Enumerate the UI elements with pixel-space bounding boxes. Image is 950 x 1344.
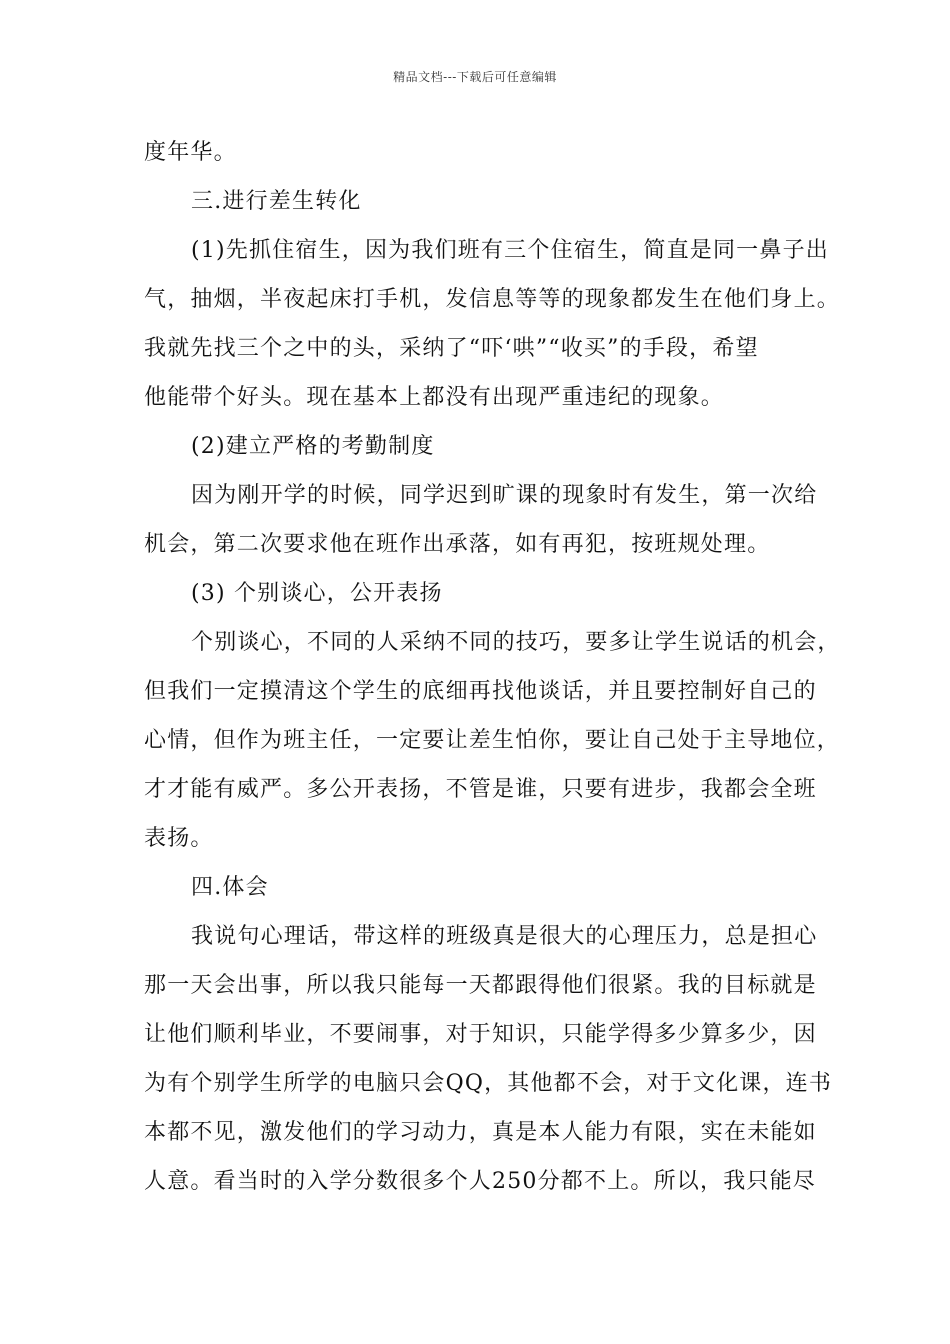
section-heading: 四.体会 xyxy=(191,875,269,900)
subsection-heading: (2)建立严格的考勤制度 xyxy=(191,434,435,459)
text-line: 机会，第二次要求他在班作出承落，如有再犯，按班规处理。 xyxy=(144,532,771,557)
text-line: 因为刚开学的时候，同学迟到旷课的现象时有发生，第一次给 xyxy=(191,483,818,508)
text-line: 本都不见，激发他们的学习动力，真是本人能力有限，实在未能如 xyxy=(144,1120,817,1145)
text-line: 我就先找三个之中的头，采纳了“吓‘哄”“收买”的手段，希望 xyxy=(144,336,759,361)
text-line: 让他们顺利毕业，不要闹事，对于知识，只能学得多少算多少，因 xyxy=(144,1022,817,1047)
document-body xyxy=(144,128,841,1206)
text-line: 为有个别学生所学的电脑只会QQ，其他都不会，对于文化课，连书 xyxy=(144,1071,833,1096)
text-line: 表扬。 xyxy=(144,826,214,851)
text-line: 我说句心理话，带这样的班级真是很大的心理压力，总是担心 xyxy=(191,924,818,949)
text-line: 个别谈心，不同的人采纳不同的技巧，要多让学生说话的机会， xyxy=(191,630,841,655)
text-line: 心情，但作为班主任，一定要让差生怕你，要让自己处于主导地位， xyxy=(144,728,841,753)
page-header: 精品文档---下载后可任意编辑 xyxy=(393,70,557,84)
text-line: 气，抽烟，半夜起床打手机，发信息等等的现象都发生在他们身上。 xyxy=(144,287,841,312)
text-line: 人意。看当时的入学分数很多个人250分都不上。所以，我只能尽 xyxy=(144,1169,816,1194)
text-line: (1)先抓住宿生，因为我们班有三个住宿生，简直是同一鼻子出 xyxy=(191,238,829,263)
text-line: 才才能有威严。多公开表扬，不管是谁，只要有进步，我都会全班 xyxy=(144,777,817,802)
subsection-heading: (3) 个别谈心，公开表扬 xyxy=(191,581,443,606)
text-line: 但我们一定摸清这个学生的底细再找他谈话，并且要控制好自己的 xyxy=(144,679,817,704)
text-line: 度年华。 xyxy=(144,140,237,165)
text-line: 他能带个好头。现在基本上都没有出现严重违纪的现象。 xyxy=(144,385,725,410)
text-line: 那一天会出事，所以我只能每一天都跟得他们很紧。我的目标就是 xyxy=(144,973,817,998)
section-heading: 三.进行差生转化 xyxy=(191,189,362,214)
